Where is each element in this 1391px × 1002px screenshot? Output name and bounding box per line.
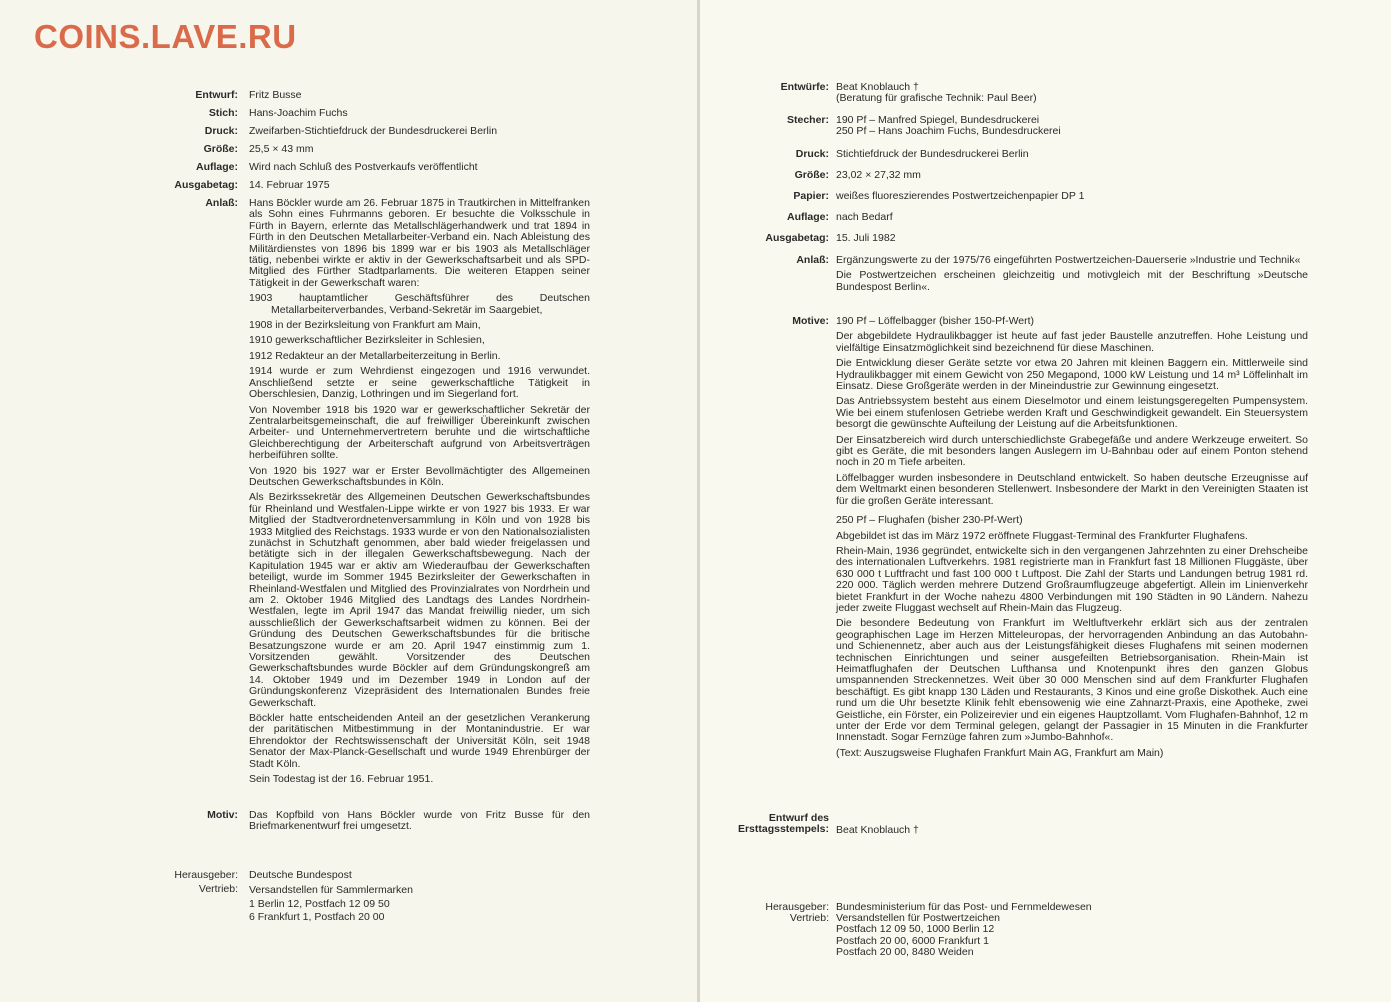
watermark: COINS.LAVE.RU bbox=[34, 18, 297, 55]
anlass-paragraph: Von November 1918 bis 1920 war er gewerkschaftlicher Sekretär der Zentralarbeitsgemeinschaft, die auf freiwilliger Übereinkunft zwischen Arbeiter- und Unternehmervertretern beruhte und die wirtschaftliche Gleichberechtigung der Arbeiterschaft aufgrund von Arbeitsverträgen herbeiführen sollte. bbox=[249, 403, 590, 462]
herausgeber-label: Herausgeber: bbox=[174, 869, 238, 881]
vertrieb-line: Versandstellen für Postwertzeichen bbox=[836, 912, 1001, 924]
druck-label: Druck: bbox=[795, 148, 829, 160]
anlass-paragraph: Die Postwertzeichen erscheinen gleichzeitig und motivgleich mit der Beschriftung »Deutsche Bundespost Berlin«. bbox=[836, 269, 1308, 293]
anlass-paragraph: Sein Todestag ist der 16. Februar 1951. bbox=[249, 773, 434, 786]
herausgeber-value: Bundesministerium für das Post- und Fernmeldewesen bbox=[836, 901, 1092, 913]
anlass-label: Anlaß: bbox=[796, 254, 829, 266]
auflage-value: nach Bedarf bbox=[836, 211, 893, 223]
vertrieb-line: Postfach 12 09 50, 1000 Berlin 12 bbox=[836, 923, 995, 936]
ausgabetag-label: Ausgabetag: bbox=[174, 179, 238, 191]
motive-text bbox=[836, 316, 1308, 763]
anlass-paragraph: Von 1920 bis 1927 war er Erster Bevollmächtigter des Allgemeinen Deutschen Gewerkschaftsbundes in Köln. bbox=[249, 464, 590, 488]
motiv-value: Das Kopfbild von Hans Böckler wurde von Fritz Busse für den Briefmarkenentwurf frei umgesetzt. bbox=[249, 809, 590, 833]
anlass-text bbox=[249, 198, 590, 790]
entwuerfe-line: Beat Knoblauch † bbox=[836, 81, 919, 93]
motive-heading-250: 250 Pf – Flughafen (bisher 230-Pf-Wert) bbox=[836, 514, 1023, 527]
entwurf-value: Fritz Busse bbox=[249, 89, 302, 101]
anlass-paragraph: Als Bezirkssekretär des Allgemeinen Deutschen Gewerkschaftsbundes für Rheinland und Westfalen-Lippe wirkte er von 1927 bis 1933. Er war Mitglied der Stadtverordnetenversammlung in Köln und von 1928 bis 1933 Mitglied des Reichstags. 1933 wurde er von den Nationalsozialisten zunächst in Schutzhaft genommen, aber bald wieder freigelassen und betätigte sich in der illegalen Gewerkschaftsbewegung. Nach der Kapitulation 1945 war er aktiv am Wiederaufbau der Gewerkschaften beteiligt, wurde im Sommer 1945 Bezirksleiter der Gewerkschaften in Rheinland-Westfalen und Mitglied des Provinzialrates von Nordrhein und am 2. Oktober 1946 Mitglied des Landtags des Landes Nordrhein-Westfalen, legte im April 1947 das Mandat freiwillig nieder, um sich ausschließlich der Gewerkschaftsarbeit widmen zu können. Bei der Gründung des Deutschen Gewerkschaftsbundes für die britische Besatzungszone wurde er am 20. April 1947 einstimmig zum 1. Vorsitzenden gewählt. Vorsitzender des Deutschen Gewerkschaftsbundes wurde Böckler auf dem Gründungskongreß am 14. Oktober 1949 und im Dezember 1949 in London auf der Gründungskonferenz Vizepräsident des Internationalen Bundes freie Gewerkschaft. bbox=[249, 491, 590, 709]
motive-paragraph: Das Antriebssystem besteht aus einem Dieselmotor und einem leistungsgeregelten Pumpensystem. Wie bei einem stufenlosen Getriebe werden Kraft und Geschwindigkeit gewandelt. Ein Steuersystem besorgt die gewünschte Aufteilung der Leistung auf die Arbeitsfunktionen. bbox=[836, 395, 1308, 431]
ausgabetag-value: 14. Februar 1975 bbox=[249, 179, 330, 191]
entwuerfe-line: (Beratung für grafische Technik: Paul Beer) bbox=[836, 92, 1037, 105]
anlass-paragraph: Böckler hatte entscheidenden Anteil an der gesetzlichen Verankerung der paritätischen Mitbestimmung in der Montanindustrie. Er war Ehrendoktor der Rechtswissenschaft der Universität Köln, seit 1948 Senator der Max-Planck-Gesellschaft und wurde 1949 Ehrenbürger der Stadt Köln. bbox=[249, 712, 590, 770]
entwuerfe-value bbox=[836, 82, 1308, 105]
vertrieb-line: Postfach 20 00, 6000 Frankfurt 1 bbox=[836, 934, 989, 947]
herausgeber-label: Herausgeber: bbox=[765, 901, 829, 913]
entwurf-label: Entwurf: bbox=[195, 89, 238, 101]
ausgabetag-value: 15. Juli 1982 bbox=[836, 232, 896, 244]
papier-value: weißes fluoreszierendes Postwertzeichenpapier DP 1 bbox=[836, 190, 1085, 202]
stecher-value bbox=[836, 115, 1308, 138]
anlass-paragraph: Hans Böckler wurde am 26. Februar 1875 in Trautkirchen in Mittelfranken als Sohn eines Fuhrmanns geboren. Er besuchte die Volksschule in Fürth in Bayern, erlernte das Metallschlägerhandwerk und trat 1894 in Fürth in den Deutschen Metallarbeiter-Verband ein. Nach Ableistung des Militärdienstes von 1896 bis 1899 war er bis 1903 als Metallschläger tätig, nebenbei wirkte er aktiv in der Gewerkschaftsarbeit und als SPD-Mitglied des Fürther Stadtparlaments. Die weiteren Etappen seiner Tätigkeit in der Gewerkschaft waren: bbox=[249, 197, 590, 289]
motive-paragraph: Löffelbagger wurden insbesondere in Deutschland entwickelt. So haben deutsche Erzeugnisse auf dem Weltmarkt einen besonderen Stellenwert. Insbesondere der Markt in den Vereinigten Staaten ist für die großen Geräte interessant. bbox=[836, 471, 1308, 507]
ersttagsstempel-value: Beat Knoblauch † bbox=[836, 824, 919, 836]
anlass-career-item: 1910 gewerkschaftlicher Bezirksleiter in Schlesien, bbox=[249, 334, 485, 347]
motive-label: Motive: bbox=[792, 315, 829, 327]
motive-paragraph: Rhein-Main, 1936 gegründet, entwickelte sich in den vergangenen Jahrzehnten zu einer Drehscheibe des internationalen Luftverkehrs. 1981 registrierte man in Frankfurt fast 18 Millionen Fluggäste, über 630 000 t Luftfracht und fast 100 000 t Luftpost. Die Zahl der Starts und Landungen betrug 1981 rd. 220 000. Täglich werden mehrere Dutzend Großraumflugzeuge abgefertigt. Allein im Linienverkehr bietet Frankfurt in der Woche nahezu 4800 Verbindungen mit 190 Städten in 90 Ländern. Nahezu jeder zweite Fluggast wechselt auf Rhein-Main das Flugzeug. bbox=[836, 544, 1308, 614]
ausgabetag-label: Ausgabetag: bbox=[765, 232, 829, 244]
entwuerfe-label: Entwürfe: bbox=[780, 81, 829, 93]
auflage-label: Auflage: bbox=[196, 161, 238, 173]
vertrieb-line: 6 Frankfurt 1, Postfach 20 00 bbox=[249, 911, 385, 923]
stecher-label: Stecher: bbox=[786, 114, 829, 126]
herausgeber-value: Deutsche Bundespost bbox=[249, 869, 352, 881]
motive-paragraph: Abgebildet ist das im März 1972 eröffnete Fluggast-Terminal des Frankfurter Flughafens. bbox=[836, 529, 1248, 542]
papier-label: Papier: bbox=[793, 190, 829, 202]
vertrieb-value bbox=[836, 913, 1308, 959]
vertrieb-label: Vertrieb: bbox=[198, 883, 238, 895]
ersttagsstempel-label-line: Ersttagsstempels: bbox=[737, 823, 829, 836]
motive-paragraph: Der abgebildete Hydraulikbagger ist heute auf fast jeder Baustelle anzutreffen. Hohe Leistung und vielfältige Einsatzmöglichkeit sind bezeichnend für diese Maschinen. bbox=[836, 330, 1308, 354]
stich-value: Hans-Joachim Fuchs bbox=[249, 107, 348, 119]
groesse-value: 25,5 × 43 mm bbox=[249, 143, 314, 155]
druck-value: Stichtiefdruck der Bundesdruckerei Berlin bbox=[836, 148, 1029, 160]
motive-paragraph: Die besondere Bedeutung von Frankfurt im Weltluftverkehr erklärt sich aus der zentralen geographischen Lage im Herzen Mitteleuropas, der hervorragenden Anbindung an das Autobahn- und Schienennetz, aber auch aus der Leistungsfähigkeit dieses Flughafens mit seinen modernen technischen Einrichtungen und seiner ausgefeilten Betriebsorganisation. Rhein-Main ist Heimatflughafen der Deutschen Lufthansa und Knotenpunkt ihres den ganzen Globus umspannenden Streckennetzes. Weit über 30 000 Menschen sind auf dem Frankfurter Flughafen beschäftigt. Es gibt knapp 130 Läden und Restaurants, 3 Kinos und eine große Diskothek. Auch eine rund um die Uhr besetzte Klinik fehlt ebensowenig wie eine Zahnarzt-Praxis, eine Apotheke, zwei Geistliche, ein Förster, ein Polizeirevier und ein eigenes Hauptzollamt. Vom Flughafen-Bahnhof, 12 m unter der Erde vor dem Terminal gelegen, gelangt der Passagier in 15 Minuten in die Frankfurter Innenstadt. Sogar Fernzüge fahren zum »Jumbo-Bahnhof«. bbox=[836, 617, 1308, 744]
vertrieb-label: Vertrieb: bbox=[789, 912, 829, 924]
anlass-label: Anlaß: bbox=[205, 197, 238, 209]
groesse-value: 23,02 × 27,32 mm bbox=[836, 169, 921, 181]
anlass-career-item: 1912 Redakteur an der Metallarbeiterzeitung in Berlin. bbox=[249, 349, 501, 362]
auflage-label: Auflage: bbox=[787, 211, 829, 223]
motive-source: (Text: Auszugsweise Flughafen Frankfurt Main AG, Frankfurt am Main) bbox=[836, 746, 1164, 759]
auflage-value: Wird nach Schluß des Postverkaufs veröffentlicht bbox=[249, 161, 478, 173]
ersttagsstempel-label bbox=[700, 813, 829, 836]
stecher-line: 250 Pf – Hans Joachim Fuchs, Bundesdruckerei bbox=[836, 125, 1061, 138]
vertrieb-line: Versandstellen für Sammlermarken bbox=[249, 884, 413, 896]
druck-label: Druck: bbox=[204, 125, 238, 137]
motive-heading-190: 190 Pf – Löffelbagger (bisher 150-Pf-Wert) bbox=[836, 315, 1035, 327]
anlass-career-item: 1908 in der Bezirksleitung von Frankfurt am Main, bbox=[249, 319, 481, 332]
anlass-paragraph: Ergänzungswerte zu der 1975/76 eingeführten Postwertzeichen-Dauerserie »Industrie und Technik« bbox=[836, 254, 1301, 266]
motive-paragraph: Die Entwicklung dieser Geräte setzte vor etwa 20 Jahren mit kleinen Baggern ein. Mittlerweile sind Hydraulikbagger mit einem Gewicht von 250 Megapond, 1000 kW Leistung und 14 m³ Löffelinhalt im Einsatz. Diese Großgeräte werden in der Mineindustrie zur Gewinnung eingesetzt. bbox=[836, 357, 1308, 393]
anlass-text bbox=[836, 255, 1308, 297]
druck-value: Zweifarben-Stichtiefdruck der Bundesdruckerei Berlin bbox=[249, 125, 498, 137]
motive-paragraph: Der Einsatzbereich wird durch unterschiedlichste Grabegefäße und andere Werkzeuge erweitert. So gibt es Geräte, die mit besonders langen Auslegern im U-Bahnbau oder auf einem Ponton stehend noch in 20 m Tiefe arbeiten. bbox=[836, 433, 1308, 469]
stich-label: Stich: bbox=[208, 107, 238, 119]
vertrieb-value bbox=[249, 884, 590, 925]
ersttagsstempel-label-line: Entwurf des bbox=[768, 812, 829, 824]
groesse-label: Größe: bbox=[794, 169, 829, 181]
motiv-label: Motiv: bbox=[207, 809, 238, 821]
stecher-line: 190 Pf – Manfred Spiegel, Bundesdruckerei bbox=[836, 114, 1040, 126]
groesse-label: Größe: bbox=[203, 143, 238, 155]
anlass-career-item: 1903 hauptamtlicher Geschäftsführer des Deutschen Metallarbeiterverbandes, Verband-Sekretär im Saargebiet, bbox=[249, 292, 590, 316]
vertrieb-line: Postfach 20 00, 8480 Weiden bbox=[836, 946, 974, 959]
right-sheet bbox=[700, 0, 1391, 1002]
anlass-paragraph: 1914 wurde er zum Wehrdienst eingezogen und 1916 verwundet. Anschließend setzte er seine gewerkschaftliche Tätigkeit in Oberschlesien, Danzig, Lothringen und im Siegerland fort. bbox=[249, 365, 590, 401]
vertrieb-line: 1 Berlin 12, Postfach 12 09 50 bbox=[249, 897, 390, 910]
